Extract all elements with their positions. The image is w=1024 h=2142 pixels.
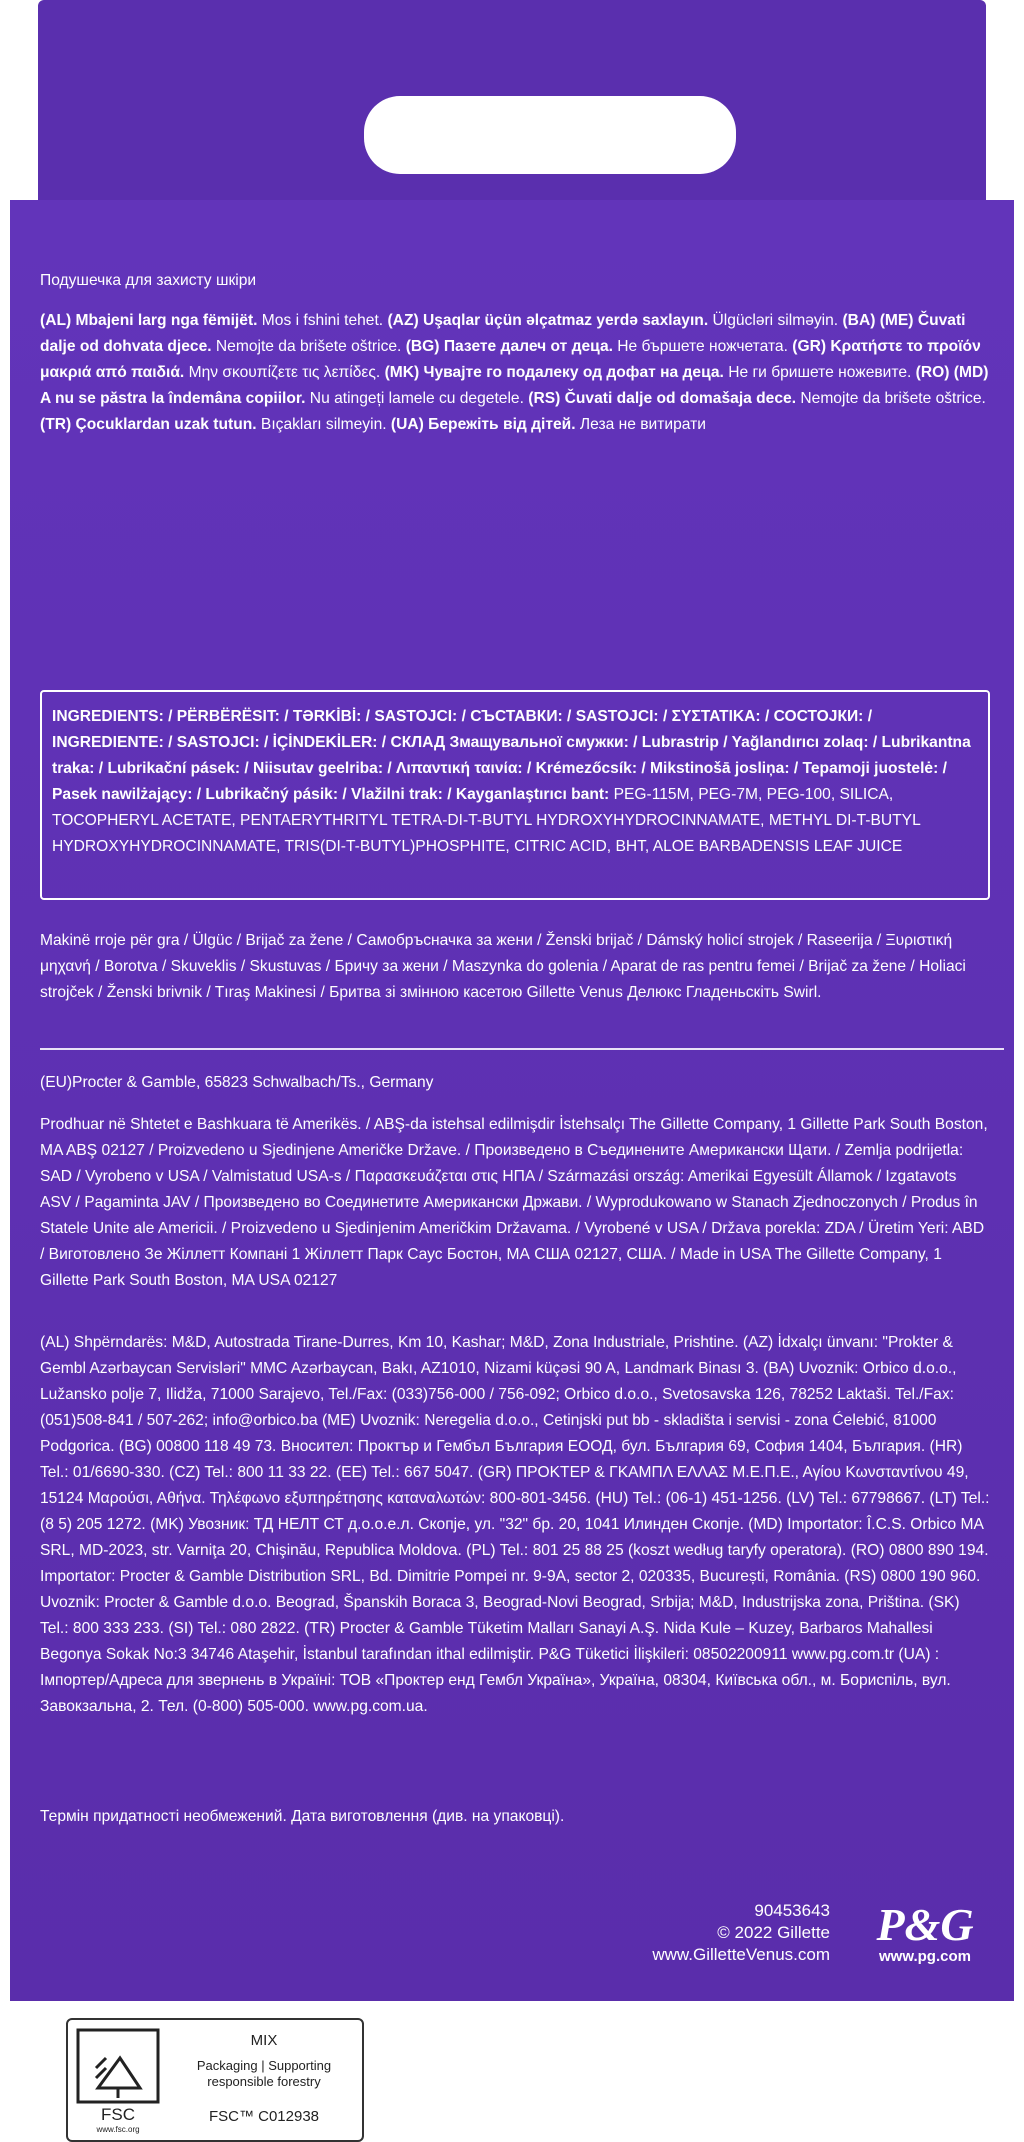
copyright: © 2022 Gillette (717, 1923, 830, 1942)
warning-text: Не бършете ножчетата. (612, 338, 793, 355)
warning-bold: (RO) (MD) A nu se păstra la îndemâna copiilor. (40, 364, 989, 407)
footer-block (530, 1900, 830, 1966)
warning-text: Леза не витирати (575, 416, 706, 433)
fsc-logo-url: www.fsc.org (96, 2125, 140, 2134)
fsc-logo-text: FSC (101, 2105, 135, 2124)
package-top-flap (38, 0, 986, 200)
safety-warnings (40, 308, 990, 438)
warning-bold: (BA) (ME) Čuvati dalje od dohvata djece. (40, 312, 966, 355)
warning-bold: (MK) Чувајте го подалеку од дофат на деца. (384, 364, 724, 381)
warning-text: Ülgücləri silməyin. (708, 312, 843, 329)
pg-logo (850, 1899, 1000, 1965)
ingredients-heading: INGREDIENTS: / PËRBËRËSIT: / TƏRKİBİ: / SASTOJCI: / СЪСТАВКИ: / SASTOJCI: / ΣΥΣΤΑΤΙΚΑ: / СОСТОЈКИ: / INGREDIENTE: / SASTOJCI: / İÇİNDEKİLER: / СКЛАД Змащувальної смужки: / Lubrastrip / Yağlandırıcı zolaq: / Lubrikantna traka: / Lubrikační pásek: / Niisutav geelriba: / Λιπαντική ταινία: / Krémezőcsík: / Mikstinošā josliņa: / Tepamoji juostelė: / Pasek nawilżający: / Lubrikačný pásik: / Vlažilni trak: / Kayganlaştırıcı bant: (52, 708, 971, 803)
shelf-life: Термін придатності необмежений. Дата виготовлення (див. на упаковці). (40, 1808, 565, 1825)
warning-bold: (TR) Çocuklardan uzak tutun. (40, 416, 257, 433)
eu-address: (EU)Procter & Gamble, 65823 Schwalbach/Ts., Germany (40, 1074, 434, 1091)
skin-guard-label: Подушечка для захисту шкіри (40, 272, 257, 289)
website: www.GilletteVenus.com (652, 1945, 830, 1964)
ingredients-text (52, 704, 980, 860)
ingredients-box (40, 690, 990, 900)
pg-mark: P&G (876, 1899, 974, 1950)
importers: (AL) Shpërndarës: M&D, Autostrada Tirane-Durres, Km 10, Kashar; M&D, Zona Industriale, Prishtine. (AZ) İdxalçı ünvanı: "Prokter & Gembl Azərbaycan Servisləri" MMC Azərbaycan, Bakı, AZ1010, Nizami küçəsi 90 A, Landmark Binası 3. (BA) Uvoznik: Orbico d.o.o., Lužansko polje 7, Ilidža, 71000 Sarajevo, Tel./Fax: (033)756-000 / 756-092; Orbico d.o.o., Svetosavska 126, 78252 Laktaši. Tel./Fax: (051)508-841 / 507-262; info@orbico.ba (ME) Uvoznik: Neregelia d.o.o., Cetinjski put bb - skladišta i servisi - zona Ćelebić, 81000 Podgorica. (BG) 00800 118 49 73. Вносител: Проктър и Гембъл България ЕООД, бул. България 69, София 1404, България. (HR) Tel.: 01/6690-330. (CZ) Tel.: 800 11 33 22. (EE) Tel.: 667 5047. (GR) ΠΡΟΚΤΕΡ & ΓΚΑΜΠΛ ΕΛΛΑΣ Μ.Ε.Π.Ε., Αγίου Κωνσταντίνου 49, 15124 Μαρούσι, Αθήνα. Τηλέφωνο εξυπηρέτησης καταναλωτών: 800-801-3456. (HU) Tel.: (06-1) 451-1256. (LV) Tel.: 67798667. (LT) Tel.: (8 5) 205 1272. (MK) Увозник: ТД НЕЛТ СТ д.о.о.е.л. Скопје, ул. "32" бр. 20, 1041 Илинден Скопје. (MD) Importator: Î.C.S. Orbico MA SRL, MD-2023, str. Varniţa 20, Chişinău, Republica Moldova. (PL) Tel.: 801 25 88 25 (koszt według taryfy operatora). (RO) 0800 890 194. Importator: Procter & Gamble Distribution SRL, Bd. Dimitrie Pompei nr. 9-9A, sector 2, 020335, București, România. (RS) 0800 190 960. Uvoznik: Procter & Gamble d.o.o. Beograd, Španskih Boraca 3, Beograd-Novi Beograd, Srbija; M&D, Industrijska zona, Priština. (SK) Tel.: 800 333 233. (SI) Tel.: 080 2822. (TR) Procter & Gamble Tüketim Malları Sanayi A.Ş. Nida Kule – Kuzey, Barbaros Mahallesi Begonya Sokak No:3 34746 Ataşehir, İstanbul tarafından ithal edilmiştir. P&G Tüketici İlişkileri: 08502200911 www.pg.com.tr (UA) : Імпортер/Адреса для звернень в Україні: ТОВ «Проктер енд Гембл Україна», Україна, 08304, Київська обл., м. Бориспіль, вул. Завокзальна, 2. Тел. (0-800) 505-000. www.pg.com.ua. (40, 1334, 990, 1715)
divider (40, 1048, 1004, 1050)
hang-hole (364, 96, 736, 174)
warning-text: Bıçakları silmeyin. (256, 416, 391, 433)
warning-bold: (AL) Mbajeni larg nga fëmijët. (40, 312, 258, 329)
warning-bold: (RS) Čuvati dalje od domašaja dece. (528, 390, 797, 407)
warning-bold: (BG) Пазете далеч от деца. (405, 338, 613, 355)
warning-text: Nemojte da brišete oštrice. (211, 338, 406, 355)
country-of-origin: Prodhuar në Shtetet e Bashkuara të Amerikës. / ABŞ-da istehsal edilmişdir İstehsalçı The Gillette Company, 1 Gillette Park South Boston, MA ABŞ 02127 / Proizvedeno u Sjedinjene Američke Države. / Произведено в Съединените Американски Щати. / Zemlja podrijetla: SAD / Vyrobeno v USA / Valmistatud USA-s / Παρασκευάζεται στις ΗΠΑ / Származási ország: Amerikai Egyesült Államok / Izgatavots ASV / Pagaminta JAV / Произведено во Соединетите Американски Држави. / Wyprodukowano w Stanach Zjednoczonych / Produs în Statele Unite ale Americii. / Proizvedeno u Sjedinjenim Američkim Državama. / Vyrobené v USA / Država porekla: ZDA / Üretim Yeri: ABD / Виготовлено Зе Жіллетт Компані 1 Жіллетт Парк Саус Бостон, МА США 02127, США. / Made in USA The Gillette Company, 1 Gillette Park South Boston, MA USA 02127 (40, 1116, 988, 1289)
warning-text: Mos i fshini tehet. (257, 312, 388, 329)
warning-bold: (UA) Бережіть від дітей. (390, 416, 576, 433)
warning-text: Не ги бришете ножевите. (723, 364, 916, 381)
ingredients-list: PEG-115M, PEG-7M, PEG-100, SILICA, TOCOPHERYL ACETATE, PENTAERYTHRITYL TETRA-DI-T-BUTYL HYDROXYHYDROCINNAMATE, METHYL DI-T-BUTYL HYDROXYHYDROCINNAMATE, TRIS(DI-T-BUTYL)PHOSPHITE, CITRIC ACID, BHT, ALOE BARBADENSIS LEAF JUICE (52, 786, 921, 855)
fsc-label (66, 2018, 364, 2142)
fsc-tree-icon (76, 2028, 160, 2134)
warning-bold: (AZ) Uşaqlar üçün əlçatmaz yerdə saxlayın. (387, 312, 709, 329)
pg-url: www.pg.com (879, 1948, 971, 1965)
package-back-panel (10, 200, 1014, 2134)
product-code: 90453643 (754, 1901, 830, 1920)
fsc-packaging: Packaging | Supporting responsible forestry (196, 2058, 332, 2089)
fsc-code: FSC™ C012938 (208, 2108, 320, 2125)
warning-text: Nemojte da brišete oštrice. (796, 390, 986, 407)
warning-bold: (GR) Κρατήστε το προϊόν μακριά από παιδιά. (40, 338, 981, 381)
warning-text: Nu atingeți lamele cu degetele. (305, 390, 529, 407)
warning-text: Μην σκουπίζετε τις λεπίδες. (184, 364, 385, 381)
fsc-mix: MIX (250, 2032, 278, 2049)
product-names: Makinë rroje për gra / Ülgüc / Brijač za žene / Самобръсначка за жени / Ženski brijač / Dámský holicí strojek / Raseerija / Ξυριστική μηχανή / Borotva / Skuveklis / Skustuvas / Бричу за жени / Maszynka do golenia / Aparat de ras pentru femei / Brijač za žene / Holiaci strojček / Ženski brivnik / Tıraş Makinesi / Бритва зі змінною касетою Gillette Venus Делюкс Гладеньскіть Swirl. (40, 932, 966, 1001)
